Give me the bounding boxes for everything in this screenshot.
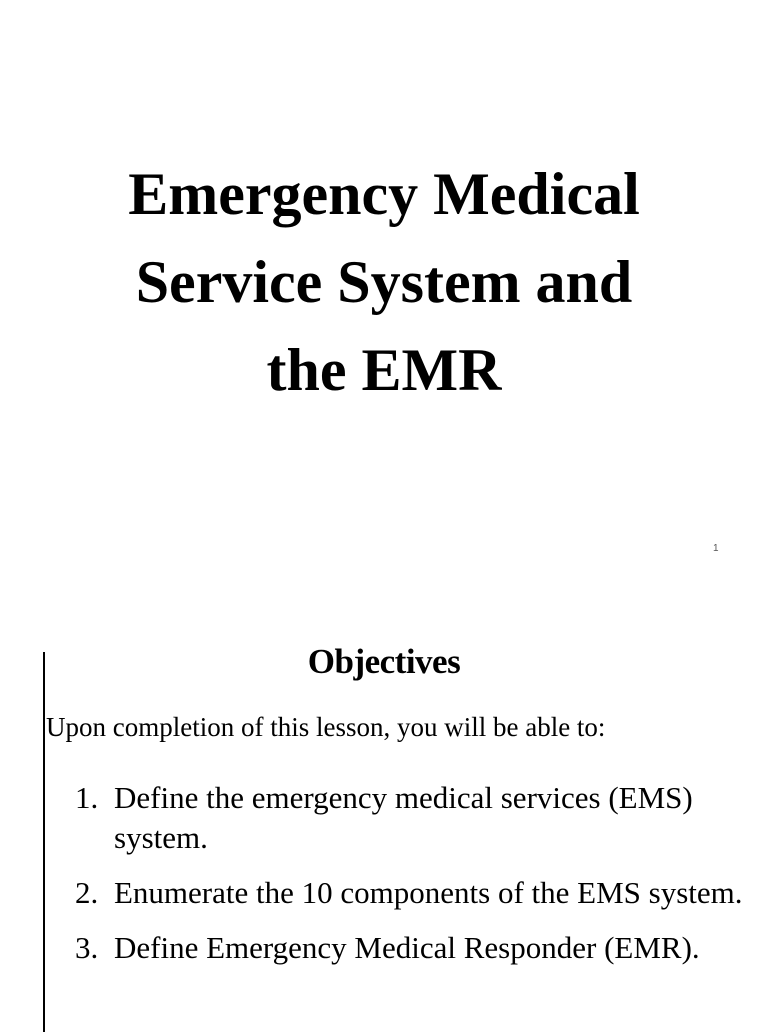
objectives-slide xyxy=(0,600,768,1024)
objectives-heading: Objectives xyxy=(307,642,461,681)
list-item xyxy=(75,778,765,858)
list-item-text: Enumerate the 10 components of the EMS system. xyxy=(114,875,743,910)
title-line-1: Emergency Medical xyxy=(128,161,640,227)
slide-number: 1 xyxy=(713,543,719,554)
objectives-list xyxy=(75,778,765,983)
list-item xyxy=(75,928,765,968)
objectives-intro: Upon completion of this lesson, you will be able to: xyxy=(46,712,606,742)
left-border-rule xyxy=(43,652,45,1032)
list-item-number: 2. xyxy=(75,875,99,910)
list-item-text: Define the emergency medical services (EMS) system. xyxy=(114,780,693,855)
list-item xyxy=(75,873,765,913)
title-line-2: Service System and xyxy=(135,249,633,315)
title-line-3: the EMR xyxy=(266,337,502,403)
list-item-text: Define Emergency Medical Responder (EMR). xyxy=(114,930,700,965)
slide-title xyxy=(0,150,768,414)
list-item-number: 1. xyxy=(75,780,99,815)
list-item-number: 3. xyxy=(75,930,99,965)
